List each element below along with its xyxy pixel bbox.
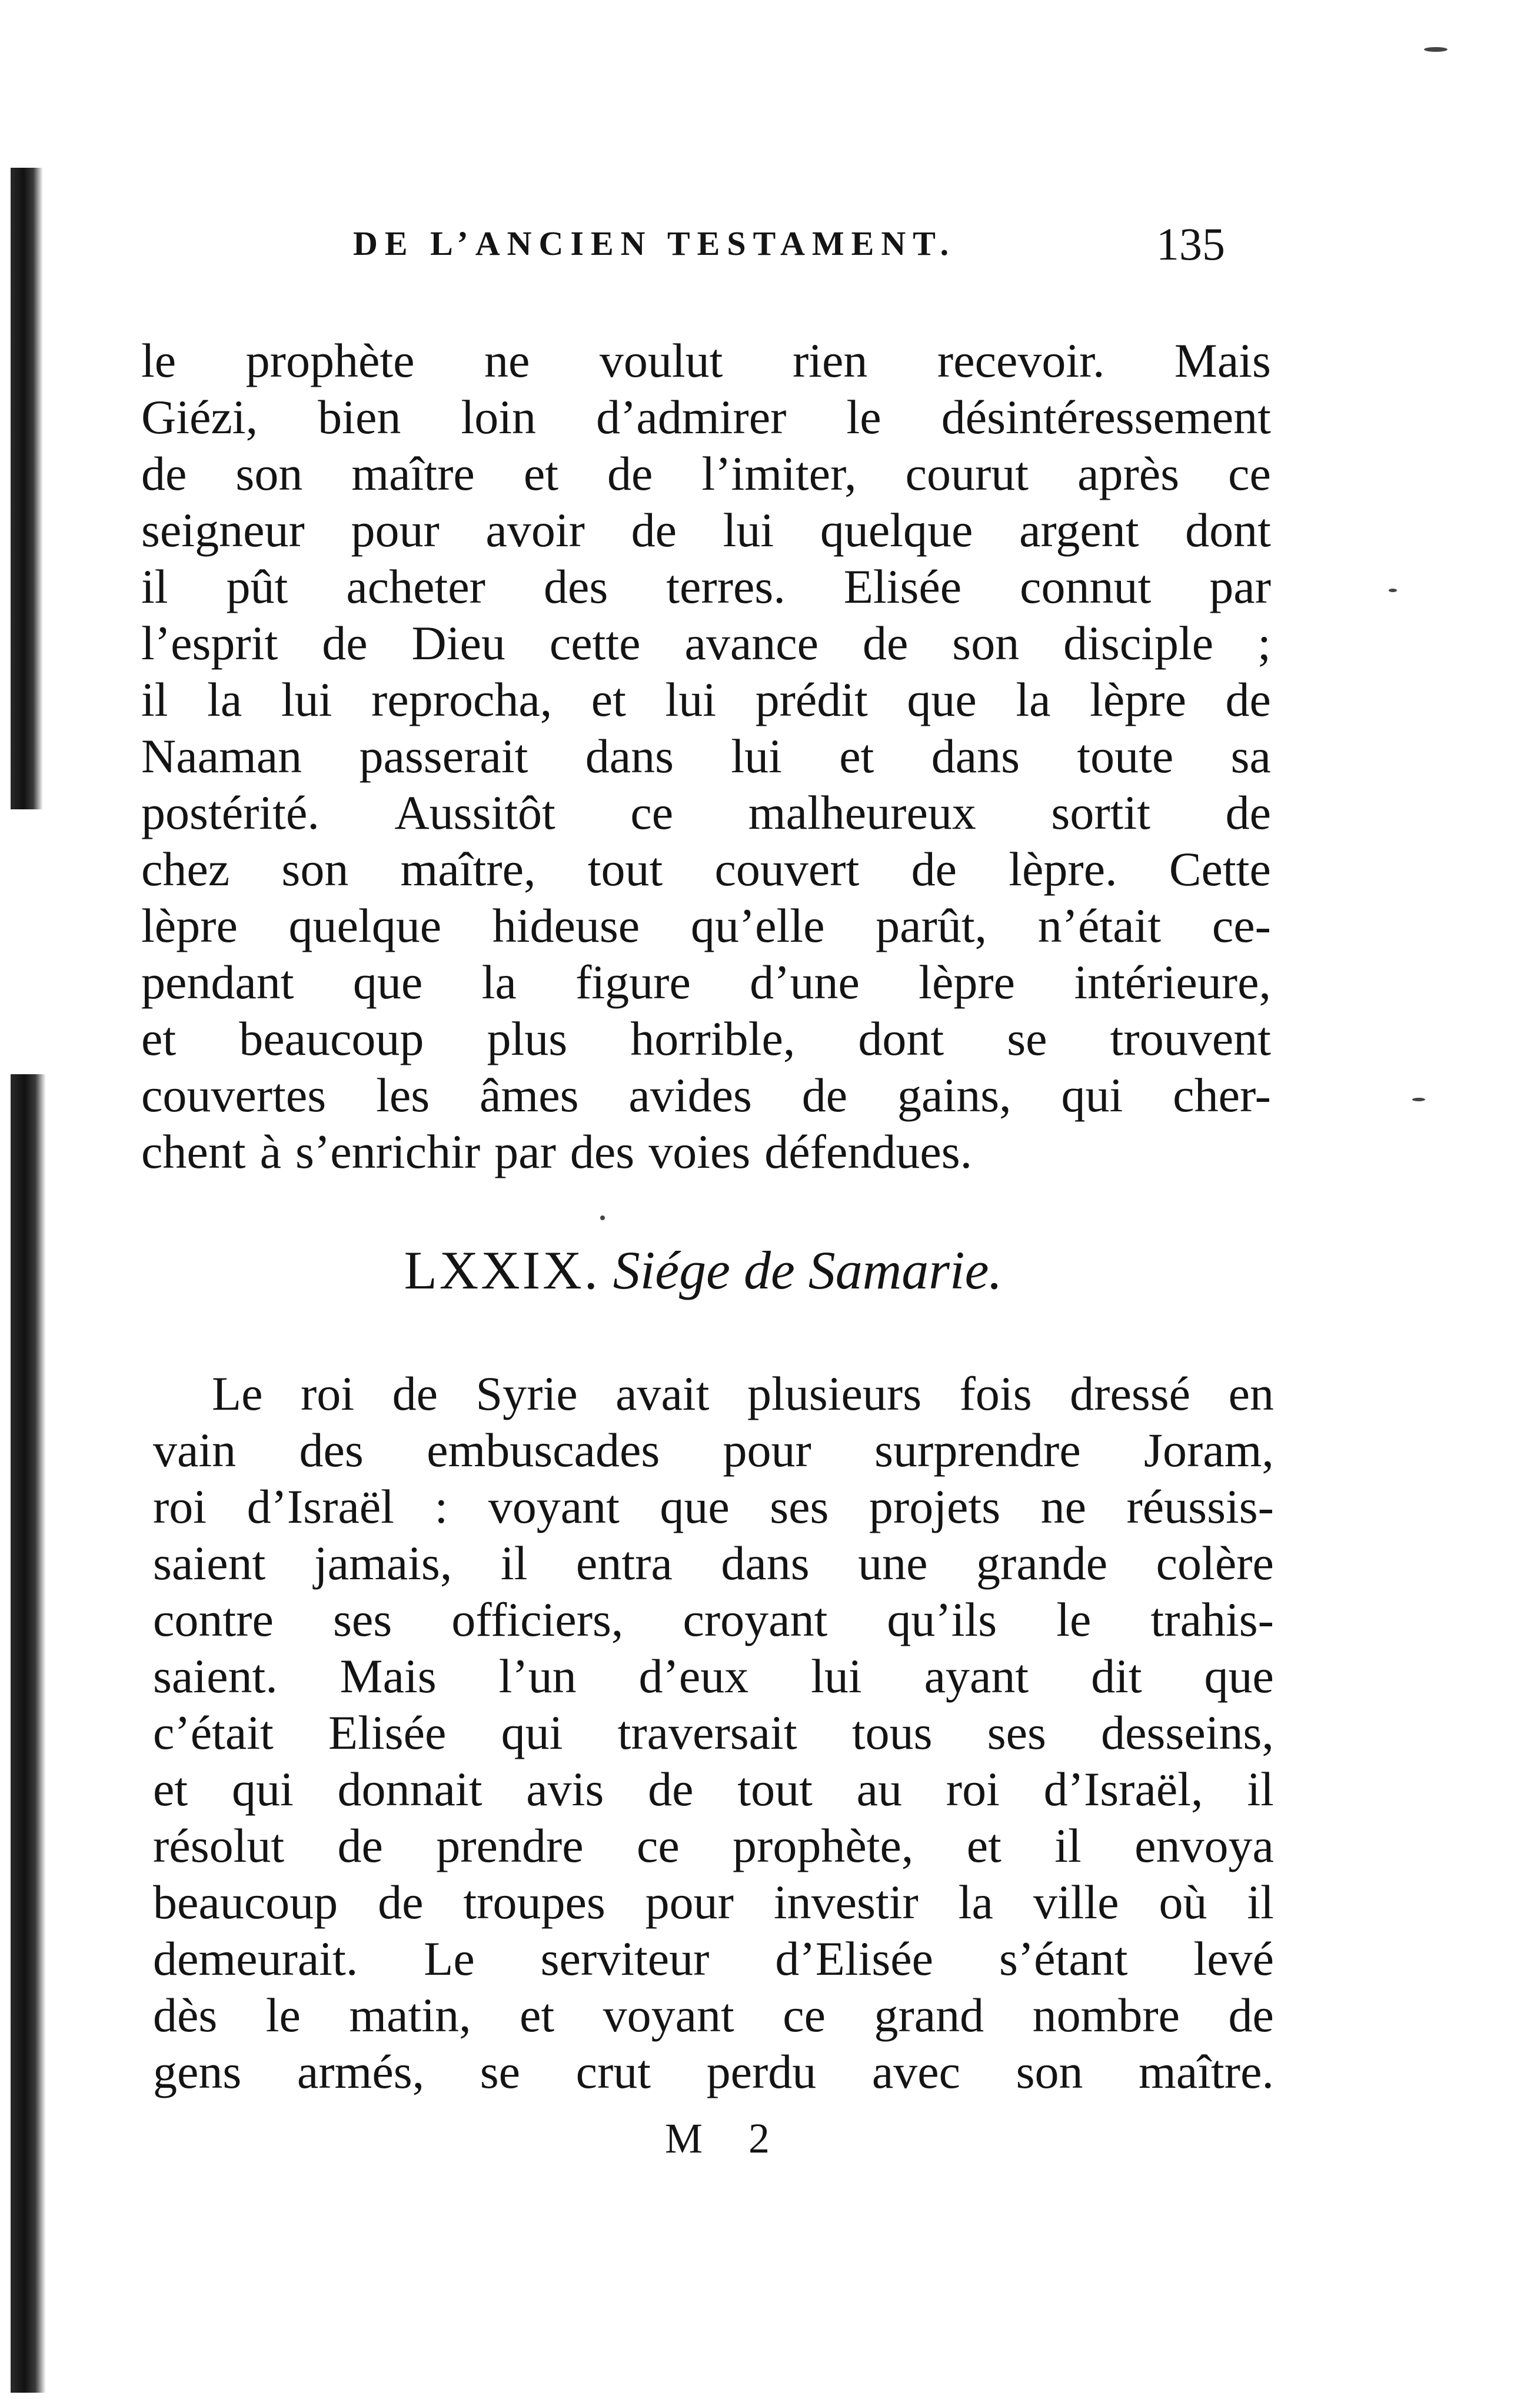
text-line: dès le matin, et voyant ce grand nombre de bbox=[153, 1988, 1274, 2042]
text-line: c’était Elisée qui traversait tous ses desseins, bbox=[153, 1706, 1274, 1759]
chapter-title: Siége de Samarie. bbox=[613, 1240, 1003, 1300]
text-line: de son maître et de l’imiter, courut après ce bbox=[141, 447, 1271, 500]
text-line: couvertes les âmes avides de gains, qui cher- bbox=[141, 1068, 1271, 1122]
text-line: chent à s’enrichir par des voies défendues. bbox=[141, 1125, 973, 1178]
text-line: gens armés, se crut perdu avec son maître. bbox=[153, 2045, 1274, 2098]
chapter-heading bbox=[0, 1239, 1406, 1301]
text-line: pendant que la figure d’une lèpre intérieure, bbox=[141, 955, 1271, 1009]
paragraph-2 bbox=[153, 1366, 1274, 2100]
text-line: résolut de prendre ce prophète, et il envoya bbox=[153, 1819, 1274, 1872]
text-line: roi d’Israël : voyant que ses projets ne réussis- bbox=[153, 1480, 1274, 1533]
scan-speck bbox=[600, 1215, 605, 1220]
binding-shadow-top bbox=[11, 168, 43, 809]
text-line: il la lui reprocha, et lui prédit que la lèpre de bbox=[141, 673, 1271, 726]
scan-speck bbox=[1424, 47, 1448, 52]
text-line: Giézi, bien loin d’admirer le désintéressement bbox=[141, 390, 1271, 444]
paragraph-1 bbox=[141, 333, 1271, 1180]
text-line: Le roi de Syrie avait plusieurs fois dressé en bbox=[212, 1367, 1274, 1420]
text-line: l’esprit de Dieu cette avance de son disciple ; bbox=[141, 616, 1271, 670]
text-line: demeurait. Le serviteur d’Elisée s’étant levé bbox=[153, 1932, 1274, 1985]
text-line: saient. Mais l’un d’eux lui ayant dit que bbox=[153, 1649, 1274, 1703]
text-line: vain des embuscades pour surprendre Joram, bbox=[153, 1423, 1274, 1477]
text-line: seigneur pour avoir de lui quelque argent dont bbox=[141, 503, 1271, 557]
text-line: saient jamais, il entra dans une grande colère bbox=[153, 1536, 1274, 1590]
chapter-number: LXXIX. bbox=[404, 1240, 600, 1300]
text-line: contre ses officiers, croyant qu’ils le trahis- bbox=[153, 1593, 1274, 1646]
text-line: lèpre quelque hideuse qu’elle parût, n’était ce- bbox=[141, 899, 1271, 952]
scan-speck bbox=[1389, 589, 1397, 592]
text-line: chez son maître, tout couvert de lèpre. Cette bbox=[141, 842, 1271, 896]
text-line: postérité. Aussitôt ce malheureux sortit de bbox=[141, 786, 1271, 839]
scan-speck bbox=[1412, 1098, 1425, 1101]
text-line: le prophète ne voulut rien recevoir. Mais bbox=[141, 334, 1271, 387]
running-title: DE L’ANCIEN TESTAMENT. bbox=[353, 224, 956, 263]
text-line: il pût acheter des terres. Elisée connut par bbox=[141, 560, 1271, 613]
text-line: beaucoup de troupes pour investir la ville où il bbox=[153, 1875, 1274, 1929]
text-line: et qui donnait avis de tout au roi d’Israël, il bbox=[153, 1762, 1274, 1816]
scanned-page-edge bbox=[0, 0, 71, 2408]
page-number: 135 bbox=[1156, 218, 1225, 270]
text-line: Naaman passerait dans lui et dans toute sa bbox=[141, 729, 1271, 783]
text-line: et beaucoup plus horrible, dont se trouvent bbox=[141, 1012, 1271, 1065]
signature-mark: M 2 bbox=[665, 2115, 788, 2162]
